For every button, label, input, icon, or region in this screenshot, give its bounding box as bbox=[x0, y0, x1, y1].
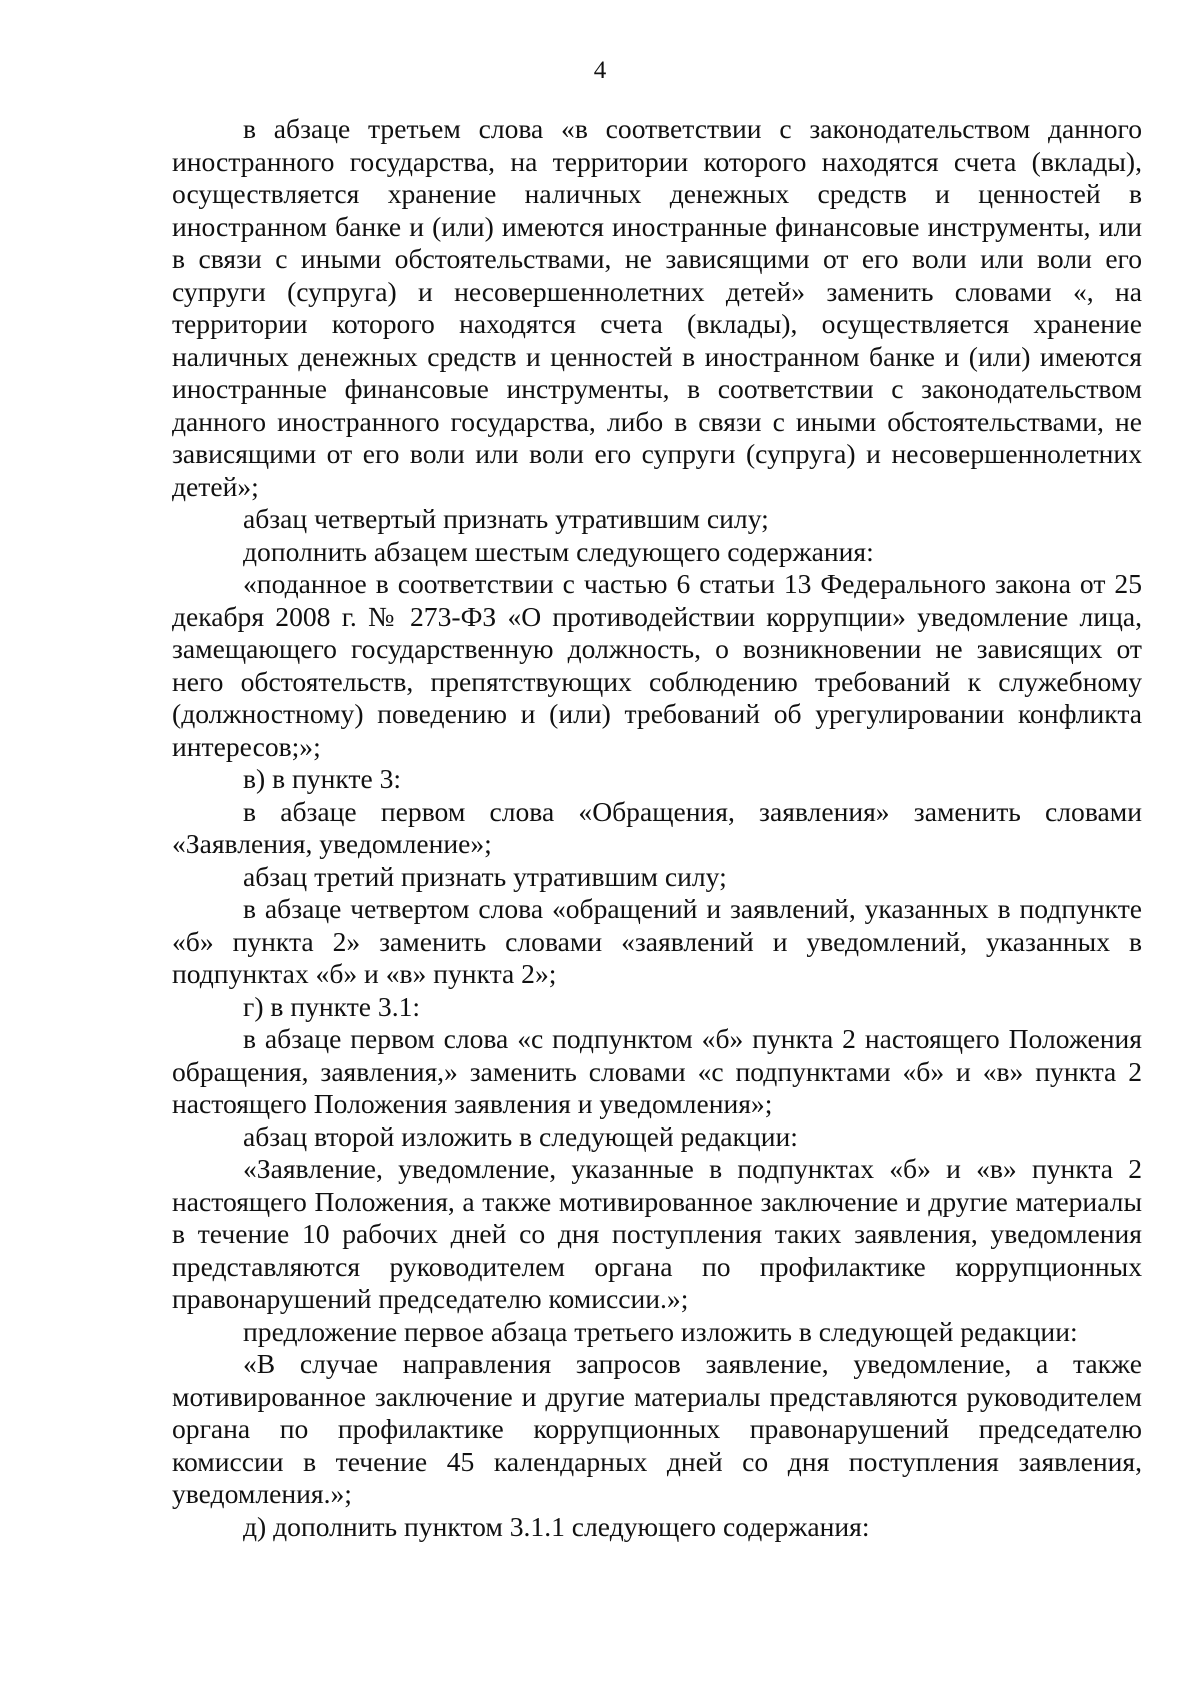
paragraph: абзац третий признать утратившим силу; bbox=[243, 860, 727, 892]
paragraph: г) в пункте 3.1: bbox=[243, 990, 421, 1022]
paragraph: абзац четвертый признать утратившим силу; bbox=[243, 503, 769, 534]
paragraph: «поданное в соответствии с частью 6 статьи 13 Федерального закона от 25 декабря 2008 г. № 273-ФЗ «О противодействии коррупции» уведомление лица, замещающего государственную должность, о возникновении не зависящих от него обстоятельств, препятствующих соблюдению требований к служебному (должностному) поведению и (или) требований об урегулировании конфликта интересов;»; bbox=[172, 568, 1142, 762]
paragraph: в абзаце третьем слова «в соответствии с законодательством данного иностранного государства, на территории которого находятся счета (вклады), осуществляется хранение наличных денежных средств и ценностей в иностранном банке и (или) имеются иностранные финансовые инструменты, или в связи с иными обстоятельствами, не зависящими от его воли или воли его супруги (супруга) и несовершеннолетних детей» заменить словами «, на территории которого находятся счета (вклады), осуществляется хранение наличных денежных средств и ценностей в иностранном банке и (или) имеются иностранные финансовые инструменты, в соответствии с законодательством данного иностранного государства, либо в связи с иными обстоятельствами, не зависящими от его воли или воли его супруги (супруга) и несовершеннолетних детей»; bbox=[172, 113, 1142, 502]
paragraph: абзац второй изложить в следующей редакции: bbox=[243, 1120, 798, 1152]
page-number: 4 bbox=[593, 57, 607, 84]
document-body bbox=[172, 113, 1142, 1543]
paragraph: предложение первое абзаца третьего изложить в следующей редакции: bbox=[243, 1315, 1078, 1347]
paragraph: в абзаце первом слова «Обращения, заявления» заменить словами «Заявления, уведомление»; bbox=[172, 795, 1142, 859]
paragraph: в) в пункте 3: bbox=[243, 763, 402, 794]
paragraph: «В случае направления запросов заявление, уведомление, а также мотивированное заключение и другие материалы представляются руководителем органа по профилактике коррупционных правонарушений председателю комиссии в течение 45 календарных дней со дня поступления заявления, уведомления.»; bbox=[172, 1348, 1142, 1509]
paragraph: д) дополнить пунктом 3.1.1 следующего содержания: bbox=[243, 1510, 870, 1542]
paragraph: в абзаце четвертом слова «обращений и заявлений, указанных в подпункте «б» пункта 2» заменить словами «заявлений и уведомлений, указанных в подпунктах «б» и «в» пункта 2»; bbox=[172, 893, 1142, 989]
paragraph: в абзаце первом слова «с подпунктом «б» пункта 2 настоящего Положения обращения, заявления,» заменить словами «с подпунктами «б» и «в» пункта 2 настоящего Положения заявления и уведомления»; bbox=[172, 1023, 1142, 1119]
paragraph: «Заявление, уведомление, указанные в подпунктах «б» и «в» пункта 2 настоящего Положения, а также мотивированное заключение и другие материалы в течение 10 рабочих дней со дня поступления таких заявления, уведомления представляются руководителем органа по профилактике коррупционных правонарушений председателю комиссии.»; bbox=[172, 1153, 1142, 1314]
paragraph: дополнить абзацем шестым следующего содержания: bbox=[243, 535, 874, 567]
